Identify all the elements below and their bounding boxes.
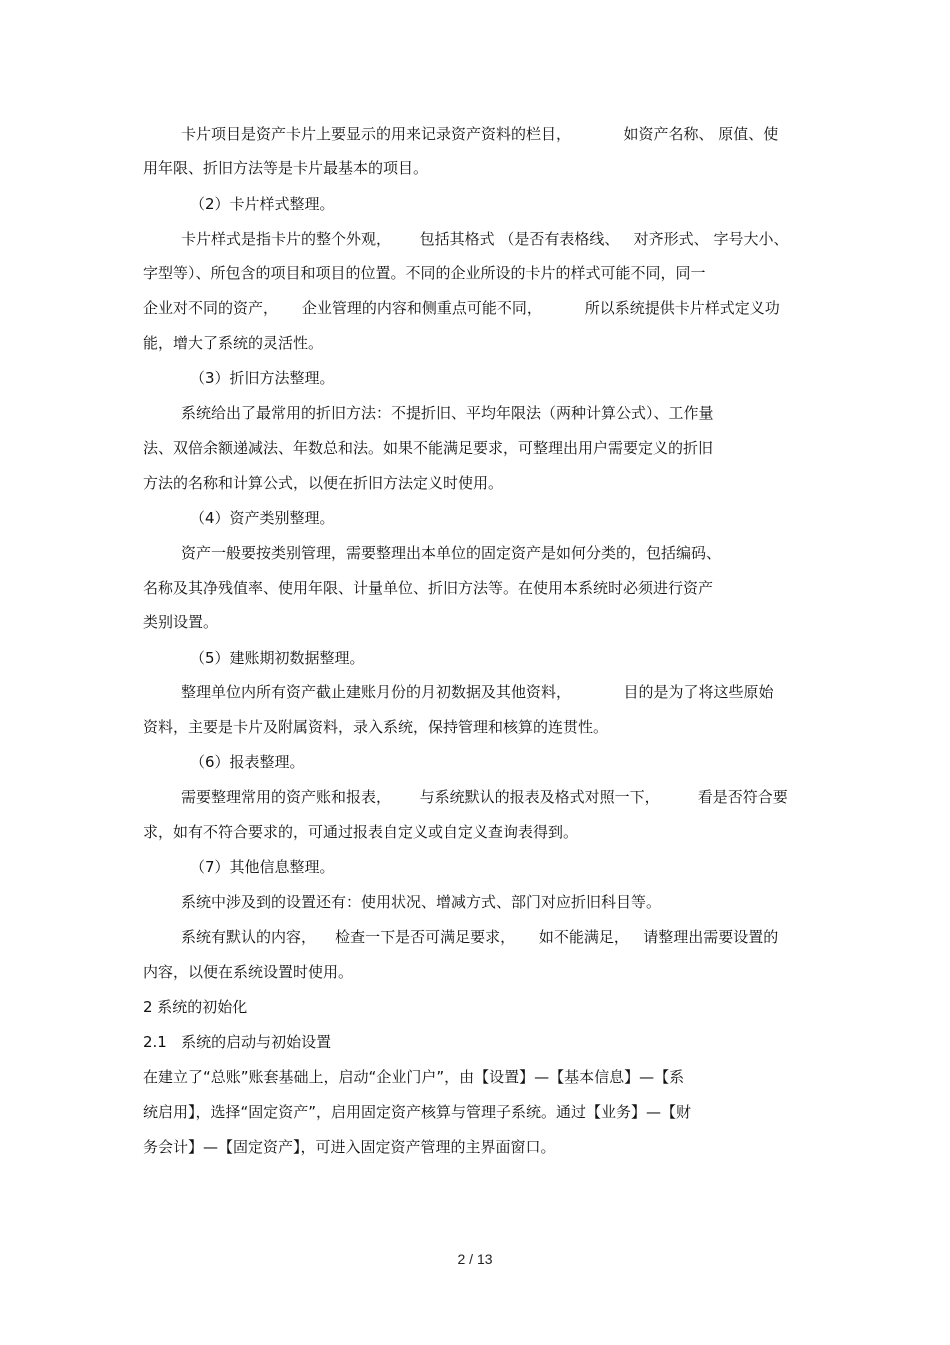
- paragraph-line: 用年限、折旧方法等是卡片最基本的项目。: [143, 159, 429, 177]
- section-heading: （4）资产类别整理。: [190, 509, 335, 527]
- subsection-heading: 2.1 系统的启动与初始设置: [143, 1033, 332, 1051]
- paragraph-line: 字型等）、所包含的项目和项目的位置。不同的企业所设的卡片的样式可能不同，同一: [143, 264, 706, 282]
- section-heading: （6）报表整理。: [190, 753, 305, 771]
- paragraph-line: 卡片样式是指卡片的整个外观， 包括其格式 （是否有表格线、 对齐形式、 字号大小、: [181, 230, 789, 248]
- paragraph-line: 需要整理常用的资产账和报表， 与系统默认的报表及格式对照一下， 看是否符合要: [181, 788, 788, 806]
- paragraph-line: 类别设置。: [143, 613, 219, 631]
- paragraph-line: 资料，主要是卡片及附属资料，录入系统，保持管理和核算的连贯性。: [143, 718, 609, 736]
- paragraph-line: 内容，以便在系统设置时使用。: [143, 963, 354, 981]
- chapter-heading: 2 系统的初始化: [143, 998, 248, 1016]
- paragraph-line: 资产一般要按类别管理，需要整理出本单位的固定资产是如何分类的，包括编码、: [181, 544, 722, 562]
- paragraph-line: 系统有默认的内容， 检查一下是否可满足要求， 如不能满足， 请整理出需要设置的: [181, 928, 779, 946]
- paragraph-line: 名称及其净残值率、使用年限、计量单位、折旧方法等。在使用本系统时必须进行资产: [143, 579, 714, 597]
- paragraph-line: 能，增大了系统的灵活性。: [143, 334, 324, 352]
- paragraph-line: 系统给出了最常用的折旧方法：不提折旧、平均年限法（两种计算公式）、工作量: [181, 404, 714, 422]
- paragraph-line: 系统中涉及到的设置还有：使用状况、增减方式、部门对应折旧科目等。: [181, 893, 662, 911]
- paragraph-line: 统启用】，选择“固定资产”，启用固定资产核算与管理子系统。通过【业务】—【财: [143, 1103, 692, 1121]
- paragraph-line: 方法的名称和计算公式，以便在折旧方法定义时使用。: [143, 474, 504, 492]
- section-heading: （3）折旧方法整理。: [190, 369, 335, 387]
- paragraph-line: 务会计】—【固定资产】，可进入固定资产管理的主界面窗口。: [143, 1138, 556, 1156]
- page-number: 2 / 13: [457, 1251, 493, 1267]
- section-heading: （2）卡片样式整理。: [190, 195, 335, 213]
- paragraph-line: 卡片项目是资产卡片上要显示的用来记录资产资料的栏目， 如资产名称、 原值、使: [181, 125, 779, 143]
- section-heading: （5）建账期初数据整理。: [190, 649, 365, 667]
- paragraph-line: 求，如有不符合要求的，可通过报表自定义或自定义查询表得到。: [143, 823, 579, 841]
- paragraph-line: 企业对不同的资产， 企业管理的内容和侧重点可能不同， 所以系统提供卡片样式定义功: [143, 299, 780, 317]
- paragraph-line: 法、双倍余额递减法、年数总和法。如果不能满足要求，可整理出用户需要定义的折旧: [143, 439, 714, 457]
- paragraph-line: 整理单位内所有资产截止建账月份的月初数据及其他资料， 目的是为了将这些原始: [181, 683, 774, 701]
- paragraph-line: 在建立了“总账”账套基础上，启动“企业门户”，由【设置】—【基本信息】—【系: [143, 1068, 685, 1086]
- section-heading: （7）其他信息整理。: [190, 858, 335, 876]
